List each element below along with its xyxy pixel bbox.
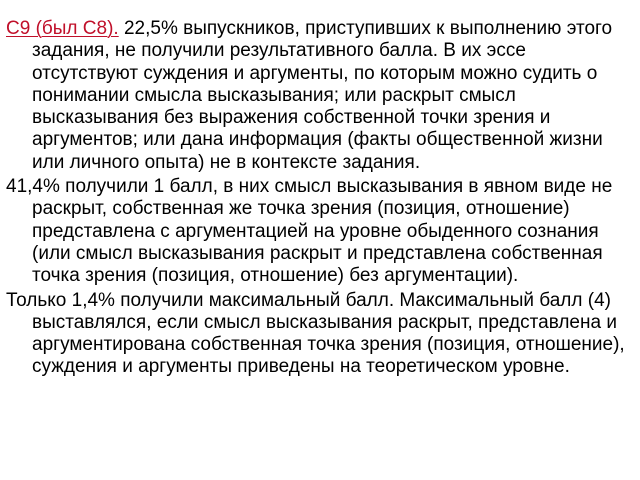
task-reference-link[interactable]: С9 (был С8). xyxy=(6,18,119,39)
paragraph-one-point: 41,4% получили 1 балл, в них смысл высказывания в явном виде не раскрыт, собственная же точка зрения (позиция, отношение) представлена с аргументацией на уровне обыденного сознания (или смысл высказывания раскрыт и представлена собственная точка зрения (позиция, отношение) без аргументации). xyxy=(6,176,613,287)
paragraph-c9-no-score xyxy=(6,18,634,174)
paragraph-max-score: Только 1,4% получили максимальный балл. Максимальный балл (4) выставлялся, если смысл высказывания раскрыт, представлена и аргументирована собственная точка зрения (позиция, отношение), суждения и аргументы приведены на теоретическом уровне. xyxy=(6,289,625,378)
paragraph-c9-text: 22,5% выпускников, приступивших к выполнению этого задания, не получили результативного балла. В их эссе отсутствуют суждения и аргументы, по которым можно судить о понимании смысла высказывания; или раскрыт смысл высказывания без выражения собственной точки зрения и аргументов; или дана информация (факты общественной жизни или личного опыта) не в контексте задания. xyxy=(32,18,613,173)
